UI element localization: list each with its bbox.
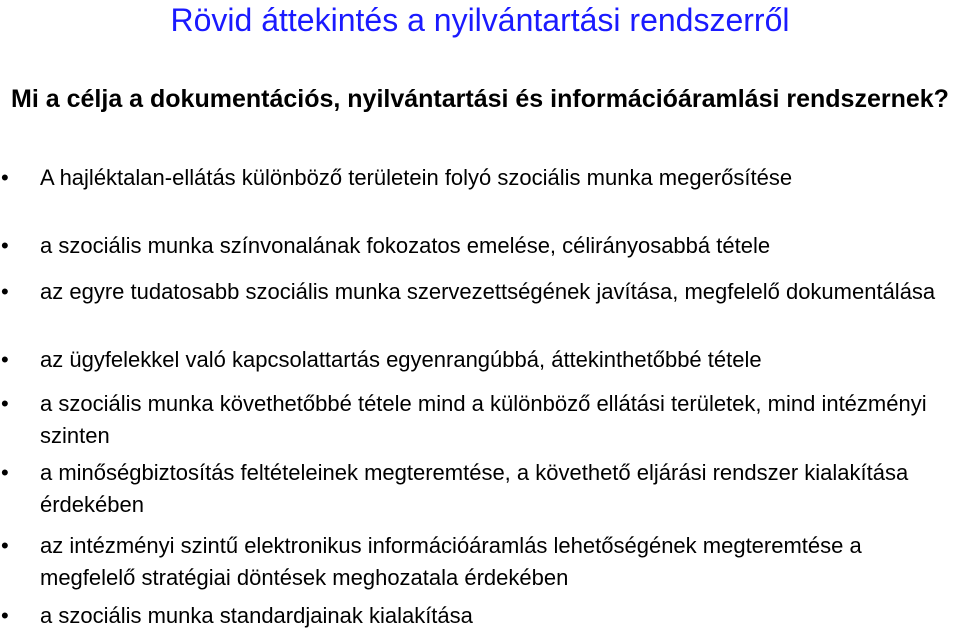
bullet-text: a szociális munka standardjainak kialakítása xyxy=(40,603,473,628)
bullet-icon: • xyxy=(1,460,9,485)
bullet-icon: • xyxy=(1,233,9,258)
slide-subtitle: Mi a célja a dokumentációs, nyilvántartási és információáramlási rendszernek? xyxy=(11,85,949,113)
bullet-text: az intézményi szintű elektronikus információáramlás lehetőségének megteremtése a megfelelő stratégiai döntések meghozatala érdekében xyxy=(40,533,862,590)
bullet-icon: • xyxy=(1,603,9,628)
slide-title: Rövid áttekintés a nyilvántartási rendszerről xyxy=(170,2,790,38)
bullet-icon: • xyxy=(1,391,9,416)
bullet-text: az ügyfelekkel való kapcsolattartás egyenrangúbbá, áttekinthetőbbé tétele xyxy=(40,347,762,372)
bullet-icon: • xyxy=(1,165,9,190)
bullet-text: a minőségbiztosítás feltételeinek megteremtése, a követhető eljárási rendszer kialakítása érdekében xyxy=(40,460,909,517)
bullet-text: az egyre tudatosabb szociális munka szervezettségének javítása, megfelelő dokumentálása xyxy=(40,279,936,304)
bullet-text: A hajléktalan-ellátás különböző területein folyó szociális munka megerősítése xyxy=(40,165,793,190)
bullet-text: a szociális munka színvonalának fokozatos emelése, célirányosabbá tétele xyxy=(40,233,771,258)
bullet-icon: • xyxy=(1,533,9,558)
bullet-text: a szociális munka követhetőbbé tétele mind a különböző ellátási területek, mind intézményi szinten xyxy=(40,391,927,448)
bullet-icon: • xyxy=(1,347,9,372)
bullet-icon: • xyxy=(1,279,9,304)
